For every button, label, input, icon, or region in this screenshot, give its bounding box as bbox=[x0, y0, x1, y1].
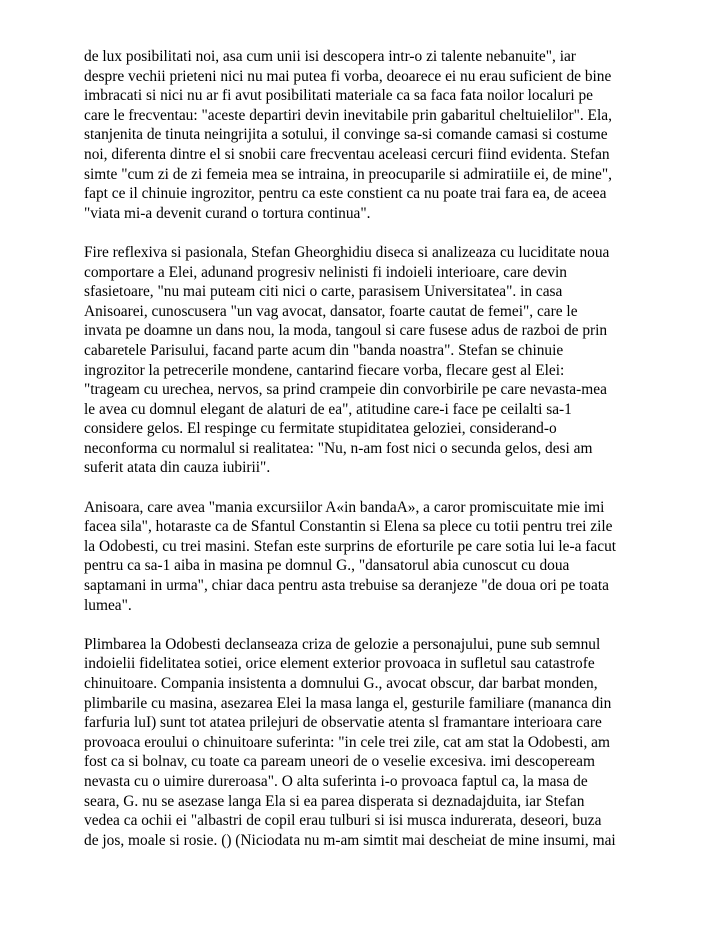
text-line: "trageam cu urechea, nervos, sa prind crampeie din convorbirile pe care nevasta-mea bbox=[84, 381, 607, 399]
text-line: provoaca eroului o chinuitoare suferinta: "in cele trei zile, cat am stat la Odobesti, am bbox=[84, 733, 610, 751]
text-line: vedea ca ochii ei "albastri de copil erau tulburi si isi musca indurerata, deseori, buza bbox=[84, 812, 602, 830]
text-line: considere gelos. El respinge cu fermitate stupiditatea geloziei, considerand-o bbox=[84, 420, 557, 438]
document-page bbox=[84, 47, 656, 870]
text-line: saptamani in urma", chiar daca pentru asta trebuise sa deranjeze "de doua ori pe toata bbox=[84, 577, 609, 595]
text-line: imbracati si nici nu ar fi avut posibilitati materiale ca sa faca fata noilor localuri pe bbox=[84, 87, 593, 105]
text-line: despre vechii prieteni nici nu mai putea fi vorba, deoarece ei nu erau suficient de bine bbox=[84, 67, 612, 85]
text-line: suferit atata din cauza iubirii". bbox=[84, 459, 271, 477]
paragraph-4 bbox=[84, 635, 656, 851]
text-line: sfasietoare, "nu mai puteam citi nici o carte, parasisem Universitatea". in casa bbox=[84, 283, 563, 301]
text-line: cabaretele Parisului, facand parte acum din "banda noastra". Stefan se chinuie bbox=[84, 341, 564, 359]
paragraph-2 bbox=[84, 243, 656, 478]
text-line: farfuria luI) sunt tot atatea prilejuri de observatie atenta sl framantare interioara care bbox=[84, 714, 602, 732]
text-line: "viata mi-a devenit curand o tortura continua". bbox=[84, 204, 371, 222]
text-line: indoielii fidelitatea sotiei, orice element exterior provoaca in sufletul sau catastrofe bbox=[84, 655, 595, 673]
text-line: pentru ca sa-1 aiba in masina pe domnul G., "dansatorul abia cunoscut cu doua bbox=[84, 557, 570, 575]
paragraph-1 bbox=[84, 47, 656, 223]
text-line: seara, G. nu se asezase langa Ela si ea parea disperata si deznadajduita, iar Stefan bbox=[84, 792, 585, 810]
text-line: Anisoara, care avea "mania excursiilor A«in bandaA», a caror promiscuitate mie imi bbox=[84, 498, 605, 516]
text-line: Fire reflexiva si pasionala, Stefan Gheorghidiu diseca si analizeaza cu luciditate noua bbox=[84, 243, 610, 261]
text-line: stanjenita de tinuta neingrijita a sotului, il convinge sa-si comande camasi si costume bbox=[84, 126, 608, 144]
text-line: plimbarile cu masina, asezarea Elei la masa langa el, gesturile familiare (mananca din bbox=[84, 694, 612, 712]
text-line: invata pe doamne un dans nou, la moda, tangoul si care fusese adus de razboi de prin bbox=[84, 322, 608, 340]
text-line: simte "cum zi de zi femeia mea se intraina, in preocuparile si admiratiile ei, de mine", bbox=[84, 165, 612, 183]
text-line: de lux posibilitati noi, asa cum unii isi descopera intr-o zi talente nebanuite", iar bbox=[84, 48, 576, 65]
text-line: Plimbarea la Odobesti declanseaza criza de gelozie a personajului, pune sub semnul bbox=[84, 635, 601, 653]
text-line: chinuitoare. Compania insistenta a domnului G., avocat obscur, dar barbat monden, bbox=[84, 675, 598, 692]
text-line: de jos, moale si rosie. () (Niciodata nu m-am simtit mai descheiat de mine insumi, mai bbox=[84, 831, 616, 849]
text-line: neconforma cu normalul si realitatea: "Nu, n-am fost nici o secunda gelos, desi am bbox=[84, 439, 593, 457]
paragraph-3 bbox=[84, 498, 656, 616]
text-line: care le frecventau: "aceste departiri devin inevitabile prin gabaritul cheltuielilor". Ela, bbox=[84, 106, 612, 124]
text-line: fost ca si bolnav, cu toate ca paream uneori de o veselie excesiva. imi descopeream bbox=[84, 753, 595, 771]
text-line: lumea". bbox=[84, 596, 132, 614]
text-line: le avea cu domnul elegant de alaturi de ea", atitudine care-i face pe ceilalti sa-1 bbox=[84, 400, 572, 418]
text-line: ingrozitor la petrecerile mondene, cantarind fiecare vorba, flecare gest al Elei: bbox=[84, 361, 565, 379]
text-line: facea sila", hotaraste ca de Sfantul Constantin si Elena sa plece cu totii pentru trei zile bbox=[84, 518, 613, 536]
text-line: noi, diferenta dintre el si snobii care frecventau aceleasi cercuri fiind evidenta. Stefan bbox=[84, 145, 610, 163]
text-line: fapt ce il chinuie ingrozitor, pentru ca este constient ca nu poate trai fara ea, de aceea bbox=[84, 185, 607, 203]
text-line: comportare a Elei, adunand progresiv nelinisti fi indoieli interioare, care devin bbox=[84, 263, 567, 281]
text-line: nevasta cu o uimire dureroasa". O alta suferinta i-o provoaca faptul ca, la masa de bbox=[84, 772, 588, 790]
text-line: la Odobesti, cu trei masini. Stefan este surprins de eforturile pe care sotia lui le-a facut bbox=[84, 537, 617, 555]
text-line: Anisoarei, cunoscusera "un vag avocat, dansator, foarte cautat de femei", care le bbox=[84, 302, 578, 320]
